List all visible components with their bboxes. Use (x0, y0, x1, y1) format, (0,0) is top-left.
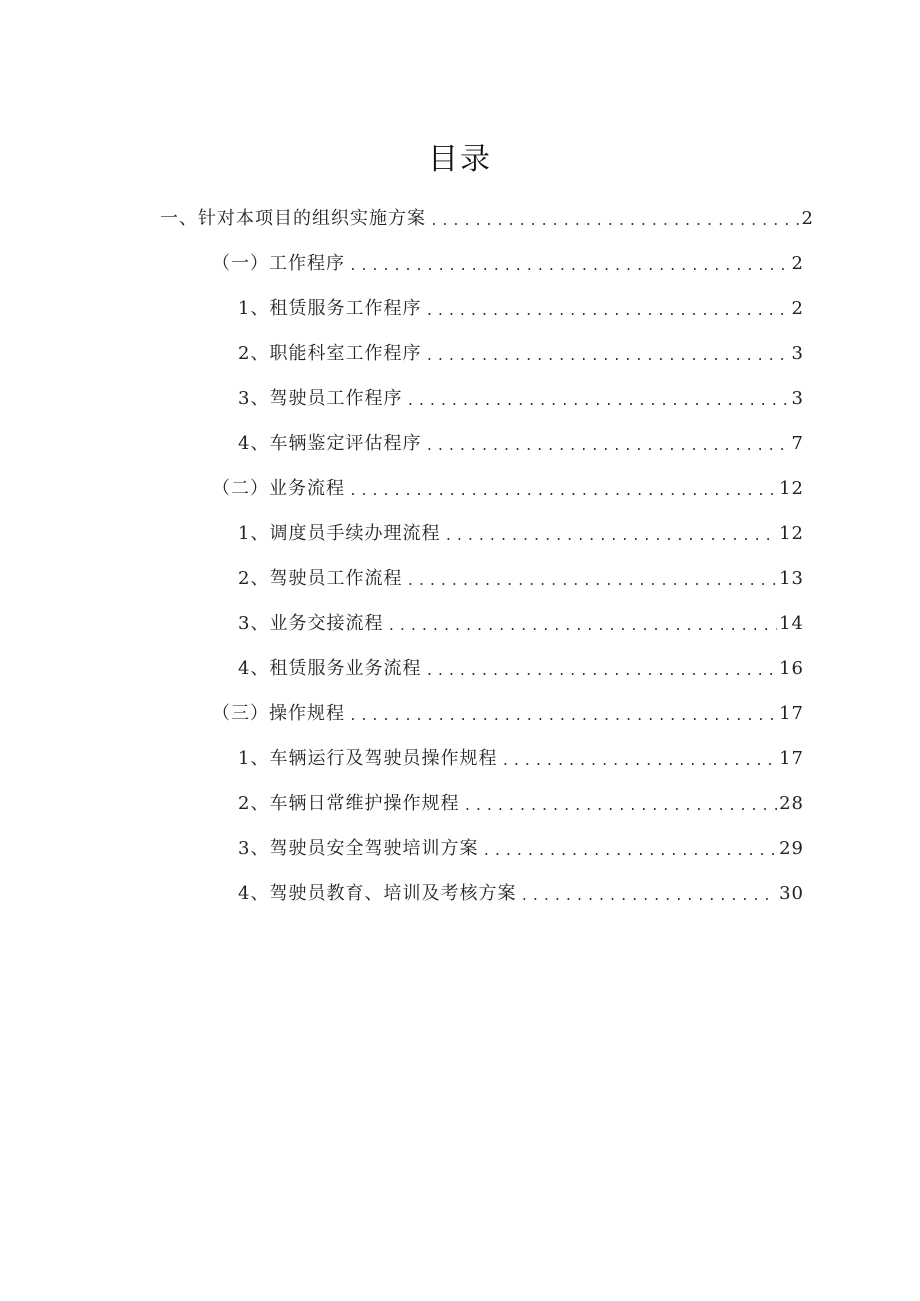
toc-entry-title: 3、驾驶员工作程序 (238, 388, 403, 409)
toc-entry-title: 4、车辆鉴定评估程序 (238, 433, 422, 454)
toc-entry-title: （一）工作程序 (212, 253, 345, 274)
toc-entry[interactable] (238, 384, 804, 414)
toc-entry[interactable] (238, 564, 804, 594)
toc-leader-dots (497, 750, 777, 774)
toc-entry-title: （二）业务流程 (212, 478, 345, 499)
toc-entry[interactable] (238, 339, 804, 369)
toc-leader-dots (383, 615, 777, 639)
toc-entry-title: 1、车辆运行及驾驶员操作规程 (238, 748, 498, 769)
toc-entry-page: 29 (779, 838, 804, 859)
toc-leader-dots (459, 795, 777, 819)
toc-entry-page: 2 (791, 298, 804, 319)
toc-leader-dots (421, 345, 789, 369)
toc-entry-page: 2 (801, 208, 814, 229)
toc-leader-dots (402, 390, 789, 414)
toc-leader-dots (345, 705, 777, 729)
toc-entry-page: 3 (791, 388, 804, 409)
toc-entry-page: 30 (779, 883, 804, 904)
toc-leader-dots (421, 435, 789, 459)
toc-entry[interactable] (212, 699, 804, 729)
toc-entry[interactable] (238, 879, 804, 909)
toc-entry[interactable] (238, 429, 804, 459)
toc-leader-dots (402, 570, 777, 594)
toc-entry[interactable] (238, 744, 804, 774)
toc-entry-title: 1、租赁服务工作程序 (238, 298, 422, 319)
toc-entry-page: 12 (779, 478, 804, 499)
toc-entry-title: 2、驾驶员工作流程 (238, 568, 403, 589)
toc-leader-dots (345, 480, 777, 504)
toc-leader-dots (426, 210, 800, 234)
toc-entry[interactable] (238, 294, 804, 324)
toc-entry-page: 3 (791, 343, 804, 364)
toc-entry-title: 4、租赁服务业务流程 (238, 658, 422, 679)
toc-entry-page: 17 (779, 748, 804, 769)
toc-entry[interactable] (212, 249, 804, 279)
toc-entry-page: 13 (779, 568, 804, 589)
toc-entry-title: 2、车辆日常维护操作规程 (238, 793, 460, 814)
toc-entry-title: 2、职能科室工作程序 (238, 343, 422, 364)
toc-entry[interactable] (212, 474, 804, 504)
toc-entry-page: 17 (779, 703, 804, 724)
toc-leader-dots (516, 885, 777, 909)
toc-entry-title: （三）操作规程 (212, 703, 345, 724)
toc-entry-page: 16 (779, 658, 804, 679)
toc-entry-page: 12 (779, 523, 804, 544)
toc-leader-dots (421, 300, 789, 324)
toc-entry-page: 7 (791, 433, 804, 454)
toc-leader-dots (421, 660, 777, 684)
toc-entry-title: 4、驾驶员教育、培训及考核方案 (238, 883, 517, 904)
toc-entry[interactable] (238, 654, 804, 684)
toc-entry[interactable] (238, 834, 804, 864)
toc-entry-page: 28 (779, 793, 804, 814)
toc-entry-title: 3、驾驶员安全驾驶培训方案 (238, 838, 479, 859)
toc-leader-dots (345, 255, 790, 279)
toc-entry[interactable] (238, 609, 804, 639)
toc-entry-title: 1、调度员手续办理流程 (238, 523, 441, 544)
toc-leader-dots (478, 840, 777, 864)
toc-entry[interactable] (160, 204, 814, 234)
toc-entry-page: 14 (779, 613, 804, 634)
toc-entry-title: 3、业务交接流程 (238, 613, 384, 634)
toc-entry-title: 一、针对本项目的组织实施方案 (160, 208, 426, 229)
toc-leader-dots (440, 525, 777, 549)
toc-entry[interactable] (238, 789, 804, 819)
page-title: 目录 (428, 142, 492, 177)
toc-entry-page: 2 (791, 253, 804, 274)
toc-entry[interactable] (238, 519, 804, 549)
